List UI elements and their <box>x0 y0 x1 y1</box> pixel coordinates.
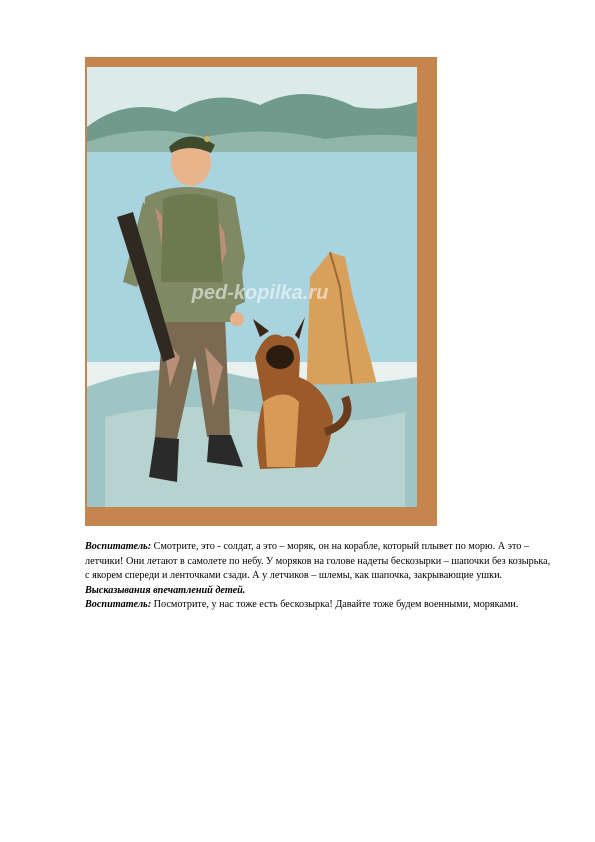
children-impressions-note: Высказывания впечатлений детей. <box>85 584 246 596</box>
watermark-text: ped-kopilka.ru <box>191 282 329 304</box>
paragraph-text: Смотрите, это - солдат, а это – моряк, он на корабле, который плывет по морю. А это – летчики! Они летают в самолете по небу. У моряков на голове надеты бескозырки – шапочки без козырька, с якорем спереди и ленточками сзади. А у летчиков – шлемы, как шапочка, закрывающие ушки. <box>85 541 551 581</box>
text-block <box>85 540 555 613</box>
soldier-with-dog-illustration <box>85 57 437 526</box>
paragraph-children-note <box>85 584 555 599</box>
paragraph-teacher-1 <box>85 540 555 584</box>
paragraph-teacher-2 <box>85 598 555 613</box>
paragraph-text: Посмотрите, у нас тоже есть бескозырка! Давайте тоже будем военными, моряками. <box>151 599 519 610</box>
poster-photo <box>85 57 437 526</box>
speaker-label: Воспитатель: <box>85 541 152 552</box>
speaker-label: Воспитатель: <box>85 599 152 610</box>
